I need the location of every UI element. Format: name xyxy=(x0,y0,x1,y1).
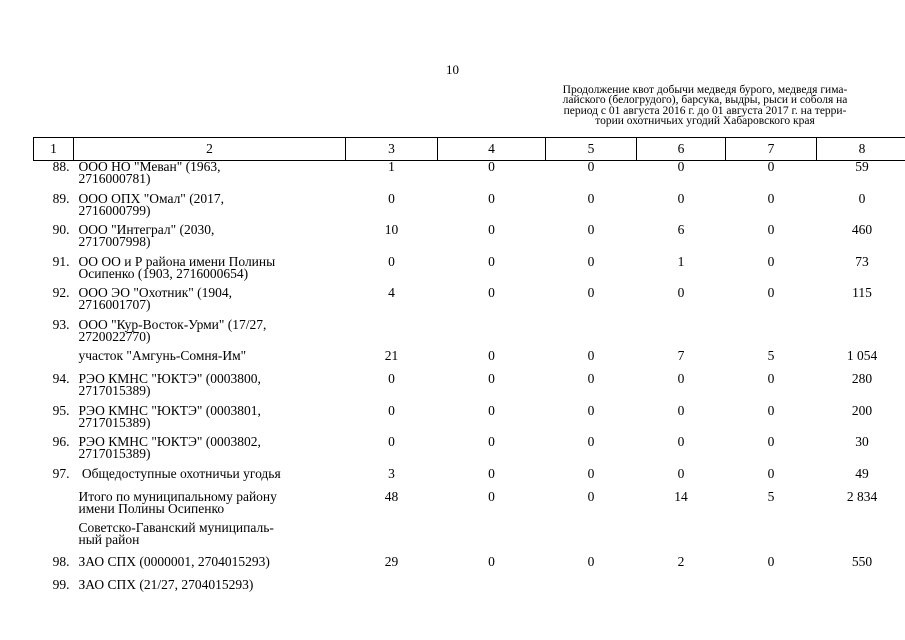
quota-cell-col7: 0 xyxy=(767,371,775,386)
table-caption xyxy=(540,85,870,127)
table-header xyxy=(34,138,905,161)
name-line: Осипенко (1903, 2716000654) xyxy=(78,265,249,281)
quota-cell-col6: 7 xyxy=(677,348,685,363)
quota-cell-col6 xyxy=(637,579,726,602)
quota-cell-col7: 5 xyxy=(767,348,775,363)
hunter-organization-name xyxy=(74,436,346,468)
quota-cell-col5: 0 xyxy=(587,465,595,481)
quota-cell-col6 xyxy=(637,319,726,351)
quota-cell-col3: 1 xyxy=(388,159,395,174)
quota-cell-col6: 0 xyxy=(677,371,685,386)
table-body xyxy=(34,161,905,602)
quota-cell-col6 xyxy=(637,522,726,556)
hunter-organization-name xyxy=(74,553,346,579)
row-number: 97. xyxy=(52,465,70,481)
table-row xyxy=(34,491,905,522)
name-line: ный район xyxy=(78,531,140,547)
name-line: РЭО КМНС "ЮКТЭ" (0003800, xyxy=(78,371,261,386)
quota-cell-col6: 2 xyxy=(677,553,685,569)
quota-cell-col4: 0 xyxy=(488,434,495,449)
quota-cell-col8: 460 xyxy=(851,222,873,237)
table-row xyxy=(34,319,905,351)
table-row xyxy=(34,579,905,602)
quota-cell-col3: 0 xyxy=(388,402,395,418)
row-number: 93. xyxy=(52,316,70,332)
column-header-5: 5 xyxy=(546,138,637,161)
quota-cell-col5: 0 xyxy=(587,434,595,449)
quota-cell-col4: 0 xyxy=(488,190,495,206)
hunter-organization-name xyxy=(74,190,346,225)
caption-line: лайского (белогрудого), барсука, выдры, рыси и соболя на xyxy=(562,94,848,107)
row-number: 88. xyxy=(52,159,70,174)
quota-cell-col7 xyxy=(726,522,817,556)
quota-cell-col6: 0 xyxy=(677,434,685,449)
quota-cell-col4: 0 xyxy=(488,553,495,569)
quota-cell-col7: 0 xyxy=(767,253,775,269)
quota-cell-col3 xyxy=(346,319,438,351)
hunter-organization-name xyxy=(74,350,346,373)
table-row xyxy=(34,287,905,319)
quota-cell-col4: 0 xyxy=(488,371,495,386)
name-line: имени Полины Осипенко xyxy=(78,500,225,516)
table-row xyxy=(34,468,905,491)
quota-cell-col8: 49 xyxy=(855,465,869,481)
hunter-organization-name xyxy=(74,287,346,319)
row-number xyxy=(34,522,74,556)
quota-cell-col3: 10 xyxy=(384,222,399,237)
quota-cell-col3 xyxy=(346,579,438,602)
quota-cell-col5 xyxy=(546,319,637,351)
table-row xyxy=(34,373,905,405)
quota-cell-col5: 0 xyxy=(587,348,595,363)
quota-cell-col8 xyxy=(817,522,905,556)
quota-cell-col8: 59 xyxy=(855,159,869,174)
quota-cell-col4: 0 xyxy=(488,348,495,363)
name-line: участок "Амгунь-Сомня-Им" xyxy=(78,348,247,363)
quota-cell-col4 xyxy=(438,522,546,556)
name-line: 2716000799) xyxy=(78,202,151,218)
hunter-organization-name xyxy=(74,576,346,602)
name-line: ОО ОО и Р района имени Полины xyxy=(78,253,276,269)
name-line: 2717015389) xyxy=(78,383,151,398)
hunter-organization-name xyxy=(74,253,346,288)
quota-cell-col5: 0 xyxy=(587,222,595,237)
quota-cell-col3: 48 xyxy=(384,488,399,504)
quota-cell-col6: 14 xyxy=(674,488,688,504)
table-row xyxy=(34,405,905,437)
quota-cell-col6: 0 xyxy=(677,465,685,481)
table-row xyxy=(34,224,905,256)
quota-cell-col7: 0 xyxy=(767,402,775,418)
name-line: ООО ЭО "Охотник" (1904, xyxy=(78,285,233,300)
header-row xyxy=(34,138,905,161)
quota-cell-col6: 6 xyxy=(677,222,685,237)
quota-cell-col7 xyxy=(726,319,817,351)
row-number: 95. xyxy=(52,402,70,418)
quota-cell-col7 xyxy=(726,579,817,602)
quota-cell-col8: 73 xyxy=(855,253,869,269)
table-row xyxy=(34,193,905,225)
caption-line: Продолжение квот добычи медведя бурого, медведя гима- xyxy=(562,84,848,96)
name-line: Итого по муниципальному району xyxy=(78,488,277,504)
hunter-organization-name xyxy=(74,316,346,351)
name-line: ЗАО СПХ (0000001, 2704015293) xyxy=(78,553,270,569)
quota-cell-col7: 0 xyxy=(767,159,775,174)
row-number: 96. xyxy=(52,434,70,449)
quota-cell-col4: 0 xyxy=(488,285,495,300)
quota-cell-col5: 0 xyxy=(587,488,595,504)
name-line: 2716001707) xyxy=(78,297,151,312)
name-line: РЭО КМНС "ЮКТЭ" (0003802, xyxy=(78,434,261,449)
name-line: 2717007998) xyxy=(78,234,151,249)
quota-cell-col5: 0 xyxy=(587,402,595,418)
quota-cell-col3: 4 xyxy=(388,285,395,300)
column-header-7: 7 xyxy=(726,138,817,161)
quota-cell-col5: 0 xyxy=(587,285,595,300)
quota-cell-col6: 1 xyxy=(677,253,685,269)
row-number xyxy=(34,350,74,373)
quota-cell-col6: 0 xyxy=(677,402,685,418)
quota-cell-col4: 0 xyxy=(488,465,495,481)
quota-cell-col3: 0 xyxy=(388,190,395,206)
name-line: ООО НО "Меван" (1963, xyxy=(78,159,221,174)
quota-cell-col4 xyxy=(438,579,546,602)
row-number: 92. xyxy=(52,285,70,300)
name-line: 2720022770) xyxy=(78,328,151,344)
name-line: ЗАО СПХ (21/27, 2704015293) xyxy=(78,576,254,592)
quota-cell-col8: 1 054 xyxy=(846,348,878,363)
quota-cell-col5: 0 xyxy=(587,159,595,174)
quota-cell-col7: 0 xyxy=(767,285,775,300)
column-header-1: 1 xyxy=(34,138,74,161)
quota-cell-col5: 0 xyxy=(587,553,595,569)
name-line: ООО ОПХ "Омал" (2017, xyxy=(78,190,225,206)
quota-cell-col3: 29 xyxy=(384,553,399,569)
quota-cell-col3: 3 xyxy=(388,465,395,481)
hunter-organization-name xyxy=(74,373,346,405)
quota-cell-col4 xyxy=(438,319,546,351)
hunter-organization-name xyxy=(74,402,346,437)
quota-cell-col5: 0 xyxy=(587,253,595,269)
name-line: Общедоступные охотничьи угодья xyxy=(78,465,281,481)
row-number: 98. xyxy=(52,553,70,569)
quota-cell-col4: 0 xyxy=(488,488,495,504)
quota-cell-col7: 0 xyxy=(767,222,775,237)
quota-cell-col3: 0 xyxy=(388,434,395,449)
row-number: 99. xyxy=(52,576,70,592)
quota-cell-col4: 0 xyxy=(488,253,495,269)
quota-cell-col3: 21 xyxy=(384,348,399,363)
hunter-organization-name xyxy=(74,161,346,193)
column-header-3: 3 xyxy=(346,138,438,161)
row-number: 94. xyxy=(52,371,70,386)
name-line: Советско-Гаванский муниципаль- xyxy=(78,519,274,535)
quota-cell-col7: 5 xyxy=(767,488,775,504)
column-header-4: 4 xyxy=(438,138,546,161)
name-line: ООО "Кур-Восток-Урми" (17/27, xyxy=(78,316,267,332)
quota-cell-col4: 0 xyxy=(488,159,495,174)
page-number: 10 xyxy=(446,62,459,77)
row-number xyxy=(34,491,74,522)
quota-table xyxy=(33,137,905,602)
column-header-6: 6 xyxy=(637,138,726,161)
caption-line: тории охотничьих угодий Хабаровского края xyxy=(595,115,815,128)
table-row xyxy=(34,556,905,579)
name-line: 2717015389) xyxy=(78,446,151,461)
quota-cell-col3: 0 xyxy=(388,253,395,269)
quota-cell-col8 xyxy=(817,579,905,602)
quota-cell-col8: 200 xyxy=(851,402,873,418)
caption-line: период с 01 августа 2016 г. до 01 августа 2017 г. на терри- xyxy=(563,104,847,117)
row-number: 90. xyxy=(52,222,70,237)
row-number: 91. xyxy=(52,253,70,269)
hunter-organization-name xyxy=(74,465,346,491)
quota-cell-col8: 0 xyxy=(858,190,866,206)
quota-cell-col5: 0 xyxy=(587,371,595,386)
hunter-organization-name xyxy=(74,488,346,522)
quota-cell-col6: 0 xyxy=(677,159,685,174)
column-header-8: 8 xyxy=(817,138,905,161)
quota-cell-col7: 0 xyxy=(767,553,775,569)
quota-cell-col4: 0 xyxy=(488,402,495,418)
table-row xyxy=(34,256,905,288)
quota-cell-col8: 30 xyxy=(855,434,869,449)
quota-cell-col8 xyxy=(817,319,905,351)
quota-cell-col5 xyxy=(546,579,637,602)
quota-cell-col6: 0 xyxy=(677,190,685,206)
quota-cell-col8: 280 xyxy=(851,371,873,386)
hunter-organization-name xyxy=(74,519,346,556)
quota-cell-col3: 0 xyxy=(388,371,395,386)
quota-cell-col3 xyxy=(346,522,438,556)
name-line: РЭО КМНС "ЮКТЭ" (0003801, xyxy=(78,402,261,418)
quota-cell-col5: 0 xyxy=(587,190,595,206)
table-row xyxy=(34,522,905,556)
table-row xyxy=(34,161,905,193)
column-header-2: 2 xyxy=(74,138,346,161)
quota-cell-col8: 115 xyxy=(852,285,872,300)
name-line: 2717015389) xyxy=(78,414,151,430)
quota-cell-col5 xyxy=(546,522,637,556)
hunter-organization-name xyxy=(74,224,346,256)
quota-cell-col7: 0 xyxy=(767,434,775,449)
name-line: 2716000781) xyxy=(78,171,151,186)
quota-cell-col8: 2 834 xyxy=(846,488,878,504)
quota-cell-col7: 0 xyxy=(767,190,775,206)
quota-cell-col6: 0 xyxy=(677,285,685,300)
name-line: ООО "Интеграл" (2030, xyxy=(78,222,215,237)
quota-cell-col7: 0 xyxy=(767,465,775,481)
quota-cell-col8: 550 xyxy=(851,553,873,569)
quota-cell-col4: 0 xyxy=(488,222,495,237)
table-row xyxy=(34,350,905,373)
row-number: 89. xyxy=(52,190,70,206)
table-row xyxy=(34,436,905,468)
